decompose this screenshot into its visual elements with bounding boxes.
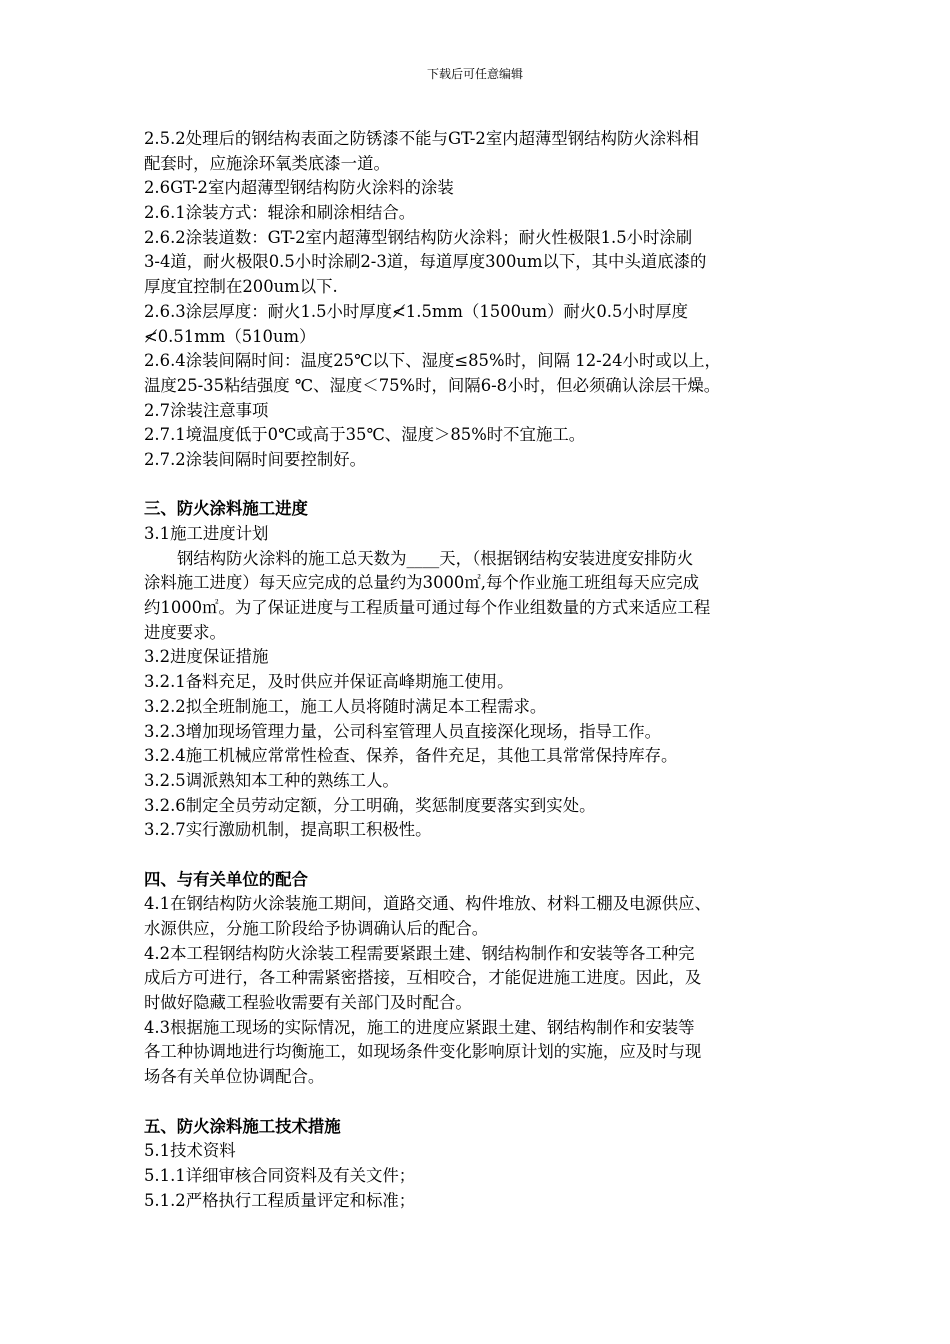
text-line: 2.5.2处理后的钢结构表面之防锈漆不能与GT-2室内超薄型钢结构防火涂料相 [144,129,699,148]
text-line: 场各有关单位协调配合。 [144,1067,325,1087]
text-line: 3.2进度保证措施 [144,647,269,667]
text-line: 进度要求。 [144,622,226,642]
text-line: 各工种协调地进行均衡施工，如现场条件变化影响原计划的实施，应及时与现 [144,1042,702,1062]
text-line: 厚度宜控制在200um以下. [144,277,338,297]
text-line: 2.7.2涂装间隔时间要控制好。 [144,449,367,469]
text-line: 2.6.4涂装间隔时间：温度25℃以下、湿度≤85%时，间隔 12-24小时或以上， [144,351,721,371]
text-line: 4.3根据施工现场的实际情况，施工的进度应紧跟土建、钢结构制作和安装等 [144,1017,695,1037]
blank-line [144,473,824,498]
text-line: 3.2.7实行激励机制，提高职工积极性。 [144,820,432,840]
document-body [144,127,824,1213]
text-line: 2.6.2涂装道数：GT-2室内超薄型钢结构防火涂料；耐火性极限1.5小时涂刷 [144,227,693,247]
section-heading: 四、与有关单位的配合 [144,869,308,889]
text-line: 3-4道，耐火极限0.5小时涂刷2-3道，每道厚度300um以下，其中头道底漆的 [144,252,707,272]
text-line: 2.6GT-2室内超薄型钢结构防火涂料的涂装 [144,178,454,198]
section-heading: 五、防火涂料施工技术措施 [144,1116,341,1136]
text-line: 4.1在钢结构防火涂装施工期间，道路交通、构件堆放、材料工棚及电源供应、 [144,894,711,914]
blank-line [144,843,824,868]
text-line: ≮0.51mm（510um） [144,326,316,346]
text-line: 3.2.1备料充足，及时供应并保证高峰期施工使用。 [144,672,514,692]
text-line: 温度25-35粘结强度 ℃、湿度＜75%时，间隔6-8小时，但必须确认涂层干燥。 [144,375,721,395]
text-line: 钢结构防火涂料的施工总天数为____天，（根据钢结构安装进度安排防火 [177,548,694,568]
text-line: 4.2本工程钢结构防火涂装工程需要紧跟土建、钢结构制作和安装等各工种完 [144,943,695,963]
text-line: 5.1技术资料 [144,1141,236,1161]
text-line: 2.6.3涂层厚度：耐火1.5小时厚度≮1.5mm（1500um）耐火0.5小时厚度 [144,301,688,321]
text-line: 配套时，应施涂环氧类底漆一道。 [144,153,390,173]
text-line: 约1000㎡。为了保证进度与工程质量可通过每个作业组数量的方式来适应工程 [144,598,711,618]
text-line: 3.1施工进度计划 [144,524,269,543]
text-line: 3.2.6制定全员劳动定额，分工明确，奖惩制度要落实到实处。 [144,795,596,815]
blank-line [144,1090,824,1115]
text-line: 2.6.1涂装方式：辊涂和刷涂相结合。 [144,203,416,223]
text-line: 5.1.1详细审核合同资料及有关文件； [144,1165,416,1185]
text-line: 3.2.4施工机械应常常性检查、保养，备件充足，其他工具常常保持库存。 [144,746,678,766]
text-line: 5.1.2严格执行工程质量评定和标准； [144,1190,416,1210]
text-line: 成后方可进行，各工种需紧密搭接，互相咬合，才能促进施工进度。因此，及 [144,968,702,988]
section-heading: 三、防火涂料施工进度 [144,499,308,519]
page-header: 下载后可任意编辑 [426,67,523,81]
text-line: 2.7涂装注意事项 [144,400,269,420]
text-line: 水源供应，分施工阶段给予协调确认后的配合。 [144,919,489,938]
text-line: 涂料施工进度）每天应完成的总量约为3000㎡,每个作业施工班组每天应完成 [144,573,700,593]
text-line: 3.2.3增加现场管理力量，公司科室管理人员直接深化现场，指导工作。 [144,721,662,741]
text-line: 3.2.5调派熟知本工种的熟练工人。 [144,770,399,790]
text-line: 时做好隐藏工程验收需要有关部门及时配合。 [144,993,472,1013]
text-line: 2.7.1境温度低于0℃或高于35℃、湿度＞85%时不宜施工。 [144,425,586,445]
text-line: 3.2.2拟全班制施工，施工人员将随时满足本工程需求。 [144,696,547,716]
